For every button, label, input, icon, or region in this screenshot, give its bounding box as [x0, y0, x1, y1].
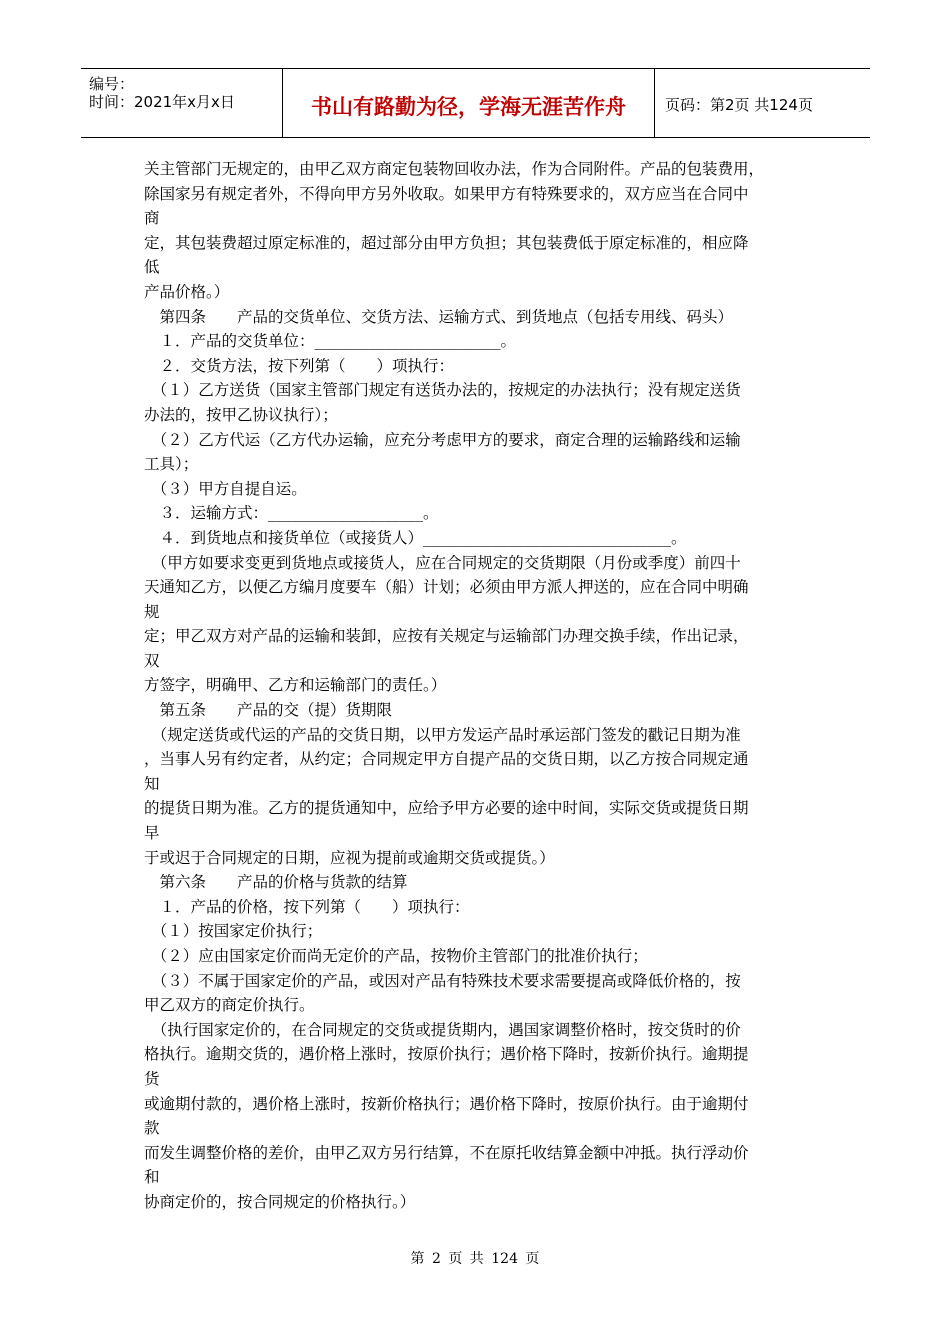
- time-label: 时间：2021年x月x日: [89, 93, 235, 111]
- body-line: 而发生调整价格的差价，由甲乙双方另行结算，不在原托收结算金额中冲抵。执行浮动价: [144, 1143, 749, 1162]
- body-line: （１）按国家定价执行；: [144, 922, 323, 941]
- body-line: ２．交货方法，按下列第（ ）项执行：: [144, 356, 455, 375]
- page-header: [81, 68, 870, 138]
- body-line: 双: [144, 651, 160, 670]
- body-line: 产品价格。）: [144, 282, 230, 301]
- body-line: 除国家另有规定者外，不得向甲方另外收取。如果甲方有特殊要求的，双方应当在合同中: [144, 184, 749, 203]
- body-line: （甲方如要求变更到货地点或接货人，应在合同规定的交货期限（月份或季度）前四十: [144, 553, 741, 572]
- body-line: 定；甲乙双方对产品的运输和装卸，应按有关规定与运输部门办理交换手续，作出记录，: [144, 627, 749, 646]
- body-line: 甲乙双方的商定价执行。: [144, 996, 315, 1015]
- body-line: １．产品的交货单位：________________________。: [144, 332, 517, 351]
- body-line: 办法的，按甲乙协议执行）；: [144, 405, 338, 424]
- body-line: 商: [144, 209, 160, 228]
- body-line: 低: [144, 258, 160, 277]
- body-line: （３）甲方自提自运。: [144, 479, 307, 498]
- page-footer: 第 2 页 共 124 页: [410, 1251, 540, 1267]
- page-code: 页码：第2页 共124页: [665, 96, 813, 114]
- body-line: １．产品的价格，按下列第（ ）项执行：: [144, 897, 470, 916]
- body-line: （２）乙方代运（乙方代办运输，应充分考虑甲方的要求，商定合理的运输路线和运输: [144, 430, 741, 449]
- body-line: 款: [144, 1119, 160, 1138]
- body-line: 第五条 产品的交（提）货期限: [144, 701, 393, 720]
- body-line: ４．到货地点和接货单位（或接货人）________________________________。: [144, 528, 687, 547]
- body-line: ，当事人另有约定者，从约定；合同规定甲方自提产品的交货日期，以乙方按合同规定通: [144, 750, 749, 769]
- header-motto-cell: [283, 69, 655, 137]
- body-line: 第六条 产品的价格与货款的结算: [144, 873, 408, 892]
- body-line: （２）应由国家定价而尚无定价的产品，按物价主管部门的批准价执行；: [144, 947, 648, 965]
- body-line: 格执行。逾期交货的，遇价格上涨时，按原价执行；遇价格下降时，按新价执行。逾期提: [144, 1045, 749, 1064]
- body-line: 货: [144, 1069, 160, 1088]
- body-line: 于或迟于合同规定的日期，应视为提前或逾期交货或提货。）: [144, 848, 555, 867]
- body-line: 早: [144, 824, 160, 843]
- body-line: 工具）；: [144, 455, 199, 474]
- body-line: （执行国家定价的，在合同规定的交货或提货期内，遇国家调整价格时，按交货时的价: [144, 1020, 741, 1039]
- header-page-cell: [655, 69, 870, 137]
- body-line: 的提货日期为准。乙方的提货通知中，应给予甲方必要的途中时间，实际交货或提货日期: [144, 799, 749, 818]
- body-line: 天通知乙方，以便乙方编月度要车（船）计划；必须由甲方派人押送的，应在合同中明确: [144, 578, 749, 597]
- document-body: [144, 157, 824, 1215]
- body-line: 第四条 产品的交货单位、交货方法、运输方式、到货地点（包括专用线、码头）: [144, 307, 734, 326]
- body-line: 定，其包装费超过原定标准的，超过部分由甲方负担；其包装费低于原定标准的，相应降: [144, 233, 749, 252]
- header-meta-cell: [81, 69, 283, 137]
- body-line: 关主管部门无规定的，由甲乙双方商定包装物回收办法，作为合同附件。产品的包装费用，: [144, 160, 765, 178]
- body-line: 或逾期付款的，遇价格上涨时，按新价格执行；遇价格下降时，按原价执行。由于逾期付: [144, 1094, 749, 1113]
- body-line: （３）不属于国家定价的产品，或因对产品有特殊技术要求需要提高或降低价格的，按: [144, 971, 741, 990]
- body-line: （１）乙方送货（国家主管部门规定有送货办法的，按规定的办法执行；没有规定送货: [144, 381, 741, 400]
- body-line: 规: [144, 602, 160, 621]
- body-line: 方签字，明确甲、乙方和运输部门的责任。）: [144, 676, 447, 695]
- body-line: （规定送货或代运的产品的交货日期，以甲方发运产品时承运部门签发的戳记日期为准: [144, 725, 741, 744]
- motto-text: 书山有路勤为径，学海无涯苦作舟: [311, 95, 626, 119]
- body-line: 知: [144, 774, 160, 793]
- body-line: 和: [144, 1168, 160, 1187]
- body-line: 协商定价的，按合同规定的价格执行。）: [144, 1192, 416, 1211]
- body-line: ３．运输方式：____________________。: [144, 504, 439, 523]
- serial-number-label: 编号：: [89, 75, 135, 93]
